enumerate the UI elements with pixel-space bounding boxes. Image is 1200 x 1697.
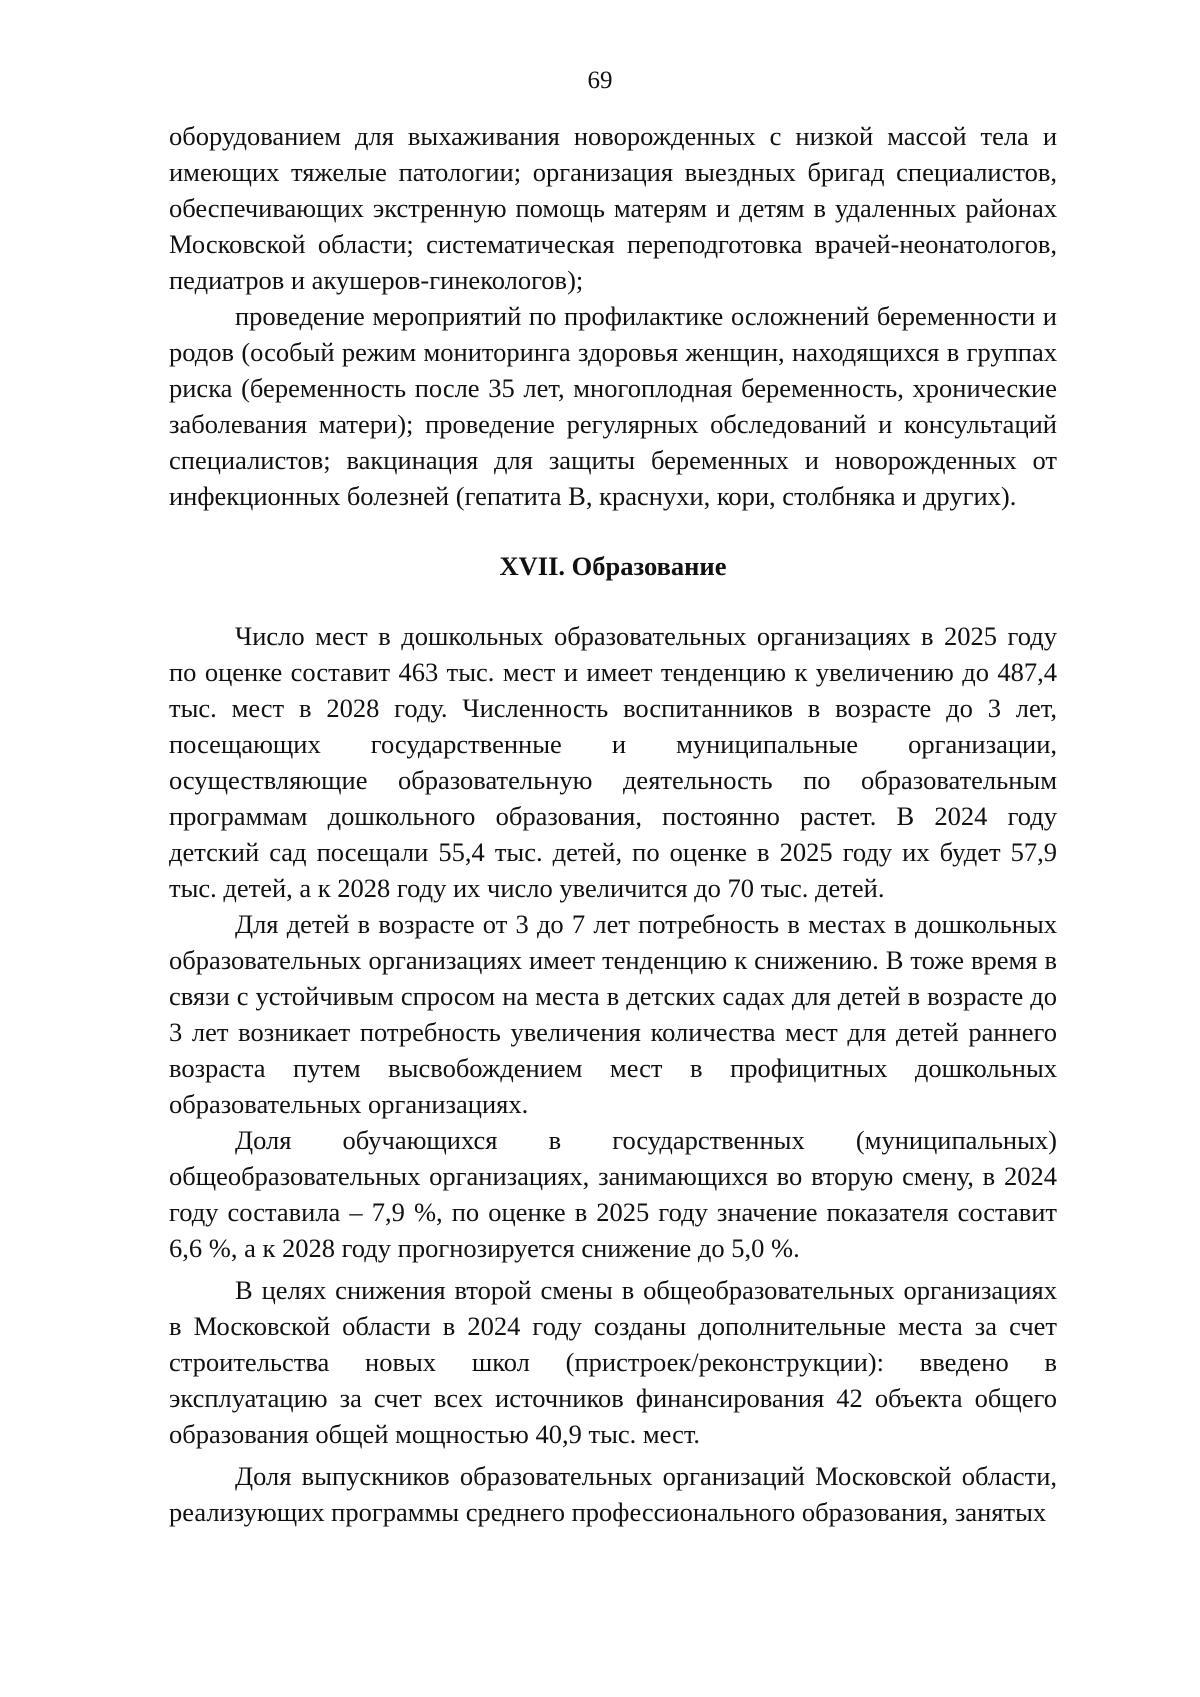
paragraph-prevention: проведение мероприятий по профилактике осложнений беременности и родов (особый режим мониторинга здоровья женщин, находящихся в группах риска (беременность после 35 лет, многоплодная беременность, хронические заболевания матери); проведение регулярных обследований и консультаций специалистов; вакцинация для защиты беременных и новорожденных от инфекционных болезней (гепатита В, краснухи, кори, столбняка и других). [169, 301, 1057, 511]
paragraph-continuation: оборудованием для выхаживания новорожденных с низкой массой тела и имеющих тяжелые патологии; организация выездных бригад специалистов, обеспечивающих экстренную помощь матерям и детям в удаленных районах Московской области; систематическая переподготовка врачей-неонатологов, педиатров и акушеров-гинекологов); [169, 121, 1057, 295]
paragraph-graduates: Доля выпускников образовательных организаций Московской области, реализующих программы среднего профессионального образования, занятых [169, 1461, 1057, 1527]
paragraph-preschool-places: Число мест в дошкольных образовательных организациях в 2025 году по оценке составит 463 тыс. мест и имеет тенденцию к увеличению до 487,4 тыс. мест в 2028 году. Численность воспитанников в возрасте до 3 лет, посещающих государственные и муниципальные организации, осуществляющие образовательную деятельность по образовательным программам дошкольного образования, постоянно растет. В 2024 году детский сад посещали 55,4 тыс. детей, по оценке в 2025 году их будет 57,9 тыс. детей, а к 2028 году их число увеличится до 70 тыс. детей. [169, 621, 1057, 903]
page-number: 69 [587, 67, 613, 94]
paragraph-new-schools: В целях снижения второй смены в общеобразовательных организациях в Московской области в 2024 году созданы дополнительные места за счет строительства новых школ (пристроек/реконструкции): введено в эксплуатацию за счет всех источников финансирования 42 объекта общего образования общей мощностью 40,9 тыс. мест. [169, 1275, 1057, 1449]
document-body [169, 118, 1057, 1530]
paragraph-second-shift-share: Доля обучающихся в государственных (муниципальных) общеобразовательных организациях, занимающихся во вторую смену, в 2024 году составила – 7,9 %, по оценке в 2025 году значение показателя составит 6,6 %, а к 2028 году прогнозируется снижение до 5,0 %. [169, 1125, 1057, 1263]
paragraph-children-3-7: Для детей в возрасте от 3 до 7 лет потребность в местах в дошкольных образовательных организациях имеет тенденцию к снижению. В тоже время в связи с устойчивым спросом на места в детских садах для детей в возрасте до 3 лет возникает потребность увеличения количества мест для детей раннего возраста путем высвобождением мест в профицитных дошкольных образовательных организациях. [169, 909, 1057, 1119]
section-heading: XVII. Образование [499, 551, 727, 581]
